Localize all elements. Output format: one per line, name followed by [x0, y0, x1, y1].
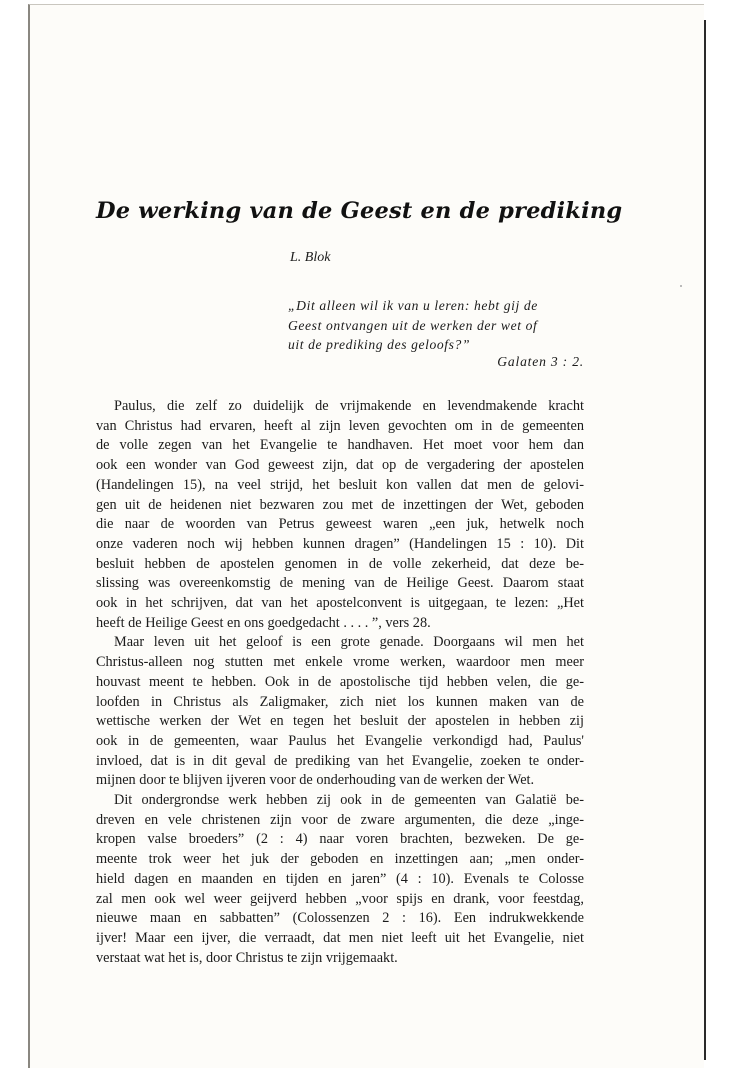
article-body — [96, 397, 584, 968]
article-title: De werking van de Geest en de prediking — [96, 198, 623, 224]
paragraph-2 — [96, 633, 584, 791]
text-line: invloed, dat is in dit geval de prediking van het Evangelie, zoeken te onder- — [96, 752, 584, 769]
epigraph-line: Geest ontvangen uit de werken der wet of — [288, 317, 538, 333]
text-line: ijver! Maar een ijver, die verraadt, dat men niet leeft uit het Evangelie, niet — [96, 929, 584, 946]
text-line: wettische werken der Wet en tegen het besluit der apostelen in hebben zij — [96, 713, 584, 730]
text-line: (Handelingen 15), na veel strijd, het besluit kon vallen dat men de gelovi- — [96, 476, 584, 493]
text-line: Maar leven uit het geloof is een grote genade. Doorgaans wil men het — [114, 634, 584, 651]
text-line: hield dagen en maanden en tijden en jaren” (4 : 10). Evenals te Colosse — [96, 870, 584, 887]
text-line: houvast meent te hebben. Ook in de apostolische tijd hebben velen, die ge- — [96, 673, 584, 690]
text-line: verstaat wat het is, door Christus te zijn vrijgemaakt. — [96, 949, 398, 966]
text-line: Dit ondergrondse werk hebben zij ook in de gemeenten van Galatië be- — [114, 792, 584, 809]
page-edge-shadow — [704, 20, 706, 1060]
text-line: ook in het schrijven, dat van het apostelconvent is uitgegaan, te lezen: „Het — [96, 595, 584, 612]
text-line: slissing was overeenkomstig de mening van de Heilige Geest. Daarom staat — [96, 575, 584, 592]
text-line: kropen valse broeders” (2 : 4) naar voren brachten, bezweken. De ge- — [96, 831, 584, 848]
epigraph-quote — [288, 296, 584, 355]
text-line: gen uit de heidenen niet bezwaren zou met de inzettingen der Wet, geboden — [96, 496, 584, 513]
text-line: ook in de gemeenten, waar Paulus het Evangelie verkondigd had, Paulus' — [96, 732, 584, 749]
scan-speck — [680, 285, 682, 287]
text-line: nieuwe maan en sabbatten” (Colossenzen 2 : 16). Een indrukwekkende — [96, 910, 584, 927]
text-line: onze vaderen noch wij hebben kunnen dragen” (Handelingen 15 : 10). Dit — [96, 535, 584, 552]
epigraph-line: uit de prediking des geloofs?” — [288, 337, 471, 353]
text-line: ook een wonder van God geweest zijn, dat op de vergadering der apostelen — [96, 457, 584, 474]
epigraph-reference: Galaten 3 : 2. — [497, 354, 584, 369]
text-line: Christus-alleen nog stutten met enkele vrome werken, waardoor men meer — [96, 654, 584, 671]
text-line: meente trok weer het juk der geboden en inzettingen aan; „men onder- — [96, 851, 584, 868]
text-line: zal men ook wel weer geijverd hebben „voor spijs en drank, voor feestdag, — [96, 890, 584, 907]
text-line: die naar de woorden van Petrus geweest waren „een juk, hetwelk noch — [96, 516, 584, 533]
text-line: loofden in Christus als Zaligmaker, zich niet los kunnen maken van de — [96, 693, 584, 710]
text-line: mijnen door te blijven ijveren voor de onderhouding van de werken der Wet. — [96, 772, 535, 789]
text-line: van Christus had ervaren, heeft al zijn leven gevochten om in de gemeenten — [96, 417, 584, 434]
text-line: Paulus, die zelf zo duidelijk de vrijmakende en levendmakende kracht — [114, 398, 584, 414]
article-author: L. Blok — [290, 250, 331, 265]
epigraph-line: „Dit alleen wil ik van u leren: hebt gij de — [288, 298, 538, 313]
text-line: dreven en vele christenen zijn voor de zware argumenten, die deze „inge- — [96, 811, 584, 828]
text-line: de volle zegen van het Evangelie te handhaven. Het moet voor hem dan — [96, 437, 584, 454]
text-line: besluit hebben de apostelen genomen in de volle zekerheid, dat deze be- — [96, 555, 584, 572]
text-line: heeft de Heilige Geest en ons goedgedacht . . . . ”, vers 28. — [96, 614, 431, 631]
paragraph-1 — [96, 397, 584, 633]
paragraph-3 — [96, 791, 584, 968]
